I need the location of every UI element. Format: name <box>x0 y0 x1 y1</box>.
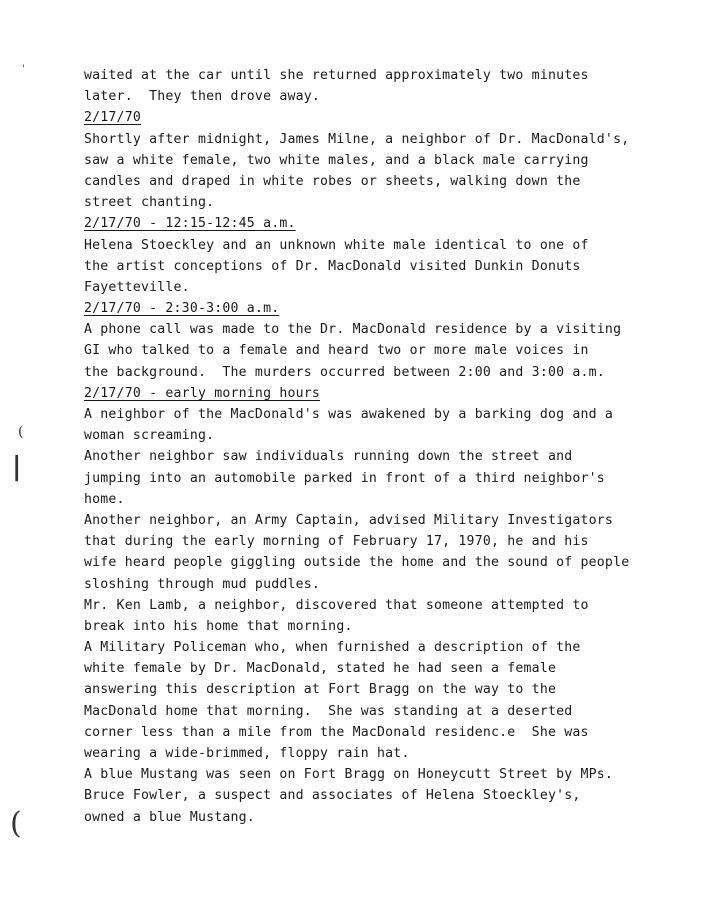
date-heading: 2/17/70 - 2:30-3:00 a.m. <box>84 301 280 317</box>
text-line: GI who talked to a female and heard two or more male voices in <box>84 343 589 359</box>
text-line: jumping into an automobile parked in front of a third neighbor's <box>84 470 605 486</box>
text-line: sloshing through mud puddles. <box>84 576 321 592</box>
text-line: that during the early morning of February 17, 1970, he and his <box>84 534 589 550</box>
date-heading: 2/17/70 - 12:15-12:45 a.m. <box>84 216 296 232</box>
text-line: A neighbor of the MacDonald's was awakened by a barking dog and a <box>84 407 614 422</box>
text-line: Fayetteville. <box>84 279 190 295</box>
text-line: corner less than a mile from the MacDonald residenc.e She was <box>84 724 589 740</box>
text-line: Mr. Ken Lamb, a neighbor, discovered that someone attempted to <box>84 597 589 613</box>
date-heading: 2/17/70 - early morning hours <box>84 385 321 401</box>
text-line: MacDonald home that morning. She was standing at a deserted <box>84 703 573 719</box>
text-line: street chanting. <box>84 195 215 211</box>
text-line: Bruce Fowler, a suspect and associates of Helena Stoeckley's, <box>84 788 581 804</box>
text-line: woman screaming. <box>84 428 215 444</box>
text-line: Shortly after midnight, James Milne, a neighbor of Dr. MacDonald's, <box>84 131 630 147</box>
text-line: saw a white female, two white males, and a black male carrying <box>84 152 589 168</box>
scan-mark-left-1: ( <box>18 424 24 440</box>
text-line: owned a blue Mustang. <box>84 809 255 825</box>
scan-mark-left-2: | <box>12 452 22 482</box>
text-line: later. They then drove away. <box>84 89 321 105</box>
text-line: answering this description at Fort Bragg on the way to the <box>84 682 557 698</box>
date-heading: 2/17/70 <box>84 110 141 126</box>
text-line: waited at the car until she returned approximately two minutes <box>84 68 589 83</box>
text-line: the background. The murders occurred between 2:00 and 3:00 a.m. <box>84 364 605 380</box>
text-line: wearing a wide-brimmed, floppy rain hat. <box>84 746 410 761</box>
text-line: Another neighbor, an Army Captain, advised Military Investigators <box>84 512 614 528</box>
text-line: the artist conceptions of Dr. MacDonald visited Dunkin Donuts <box>84 258 581 274</box>
text-line: Helena Stoeckley and an unknown white male identical to one of <box>84 237 589 253</box>
text-line: home. <box>84 491 125 507</box>
text-line: white female by Dr. MacDonald, stated he had seen a female <box>84 661 557 677</box>
text-line: Another neighbor saw individuals running down the street and <box>84 449 573 465</box>
text-line: break into his home that morning. <box>84 618 353 634</box>
text-line: wife heard people giggling outside the home and the sound of people <box>84 555 630 571</box>
text-line: A Military Policeman who, when furnished a description of the <box>84 640 581 656</box>
text-line: A phone call was made to the Dr. MacDonald residence by a visiting <box>84 322 622 338</box>
text-line: candles and draped in white robes or sheets, walking down the <box>84 173 581 189</box>
scan-mark-top: ' <box>22 64 25 75</box>
text-line: A blue Mustang was seen on Fort Bragg on Honeycutt Street by MPs. <box>84 767 614 783</box>
scan-mark-left-3: ( <box>10 806 22 841</box>
document-body <box>84 65 714 828</box>
